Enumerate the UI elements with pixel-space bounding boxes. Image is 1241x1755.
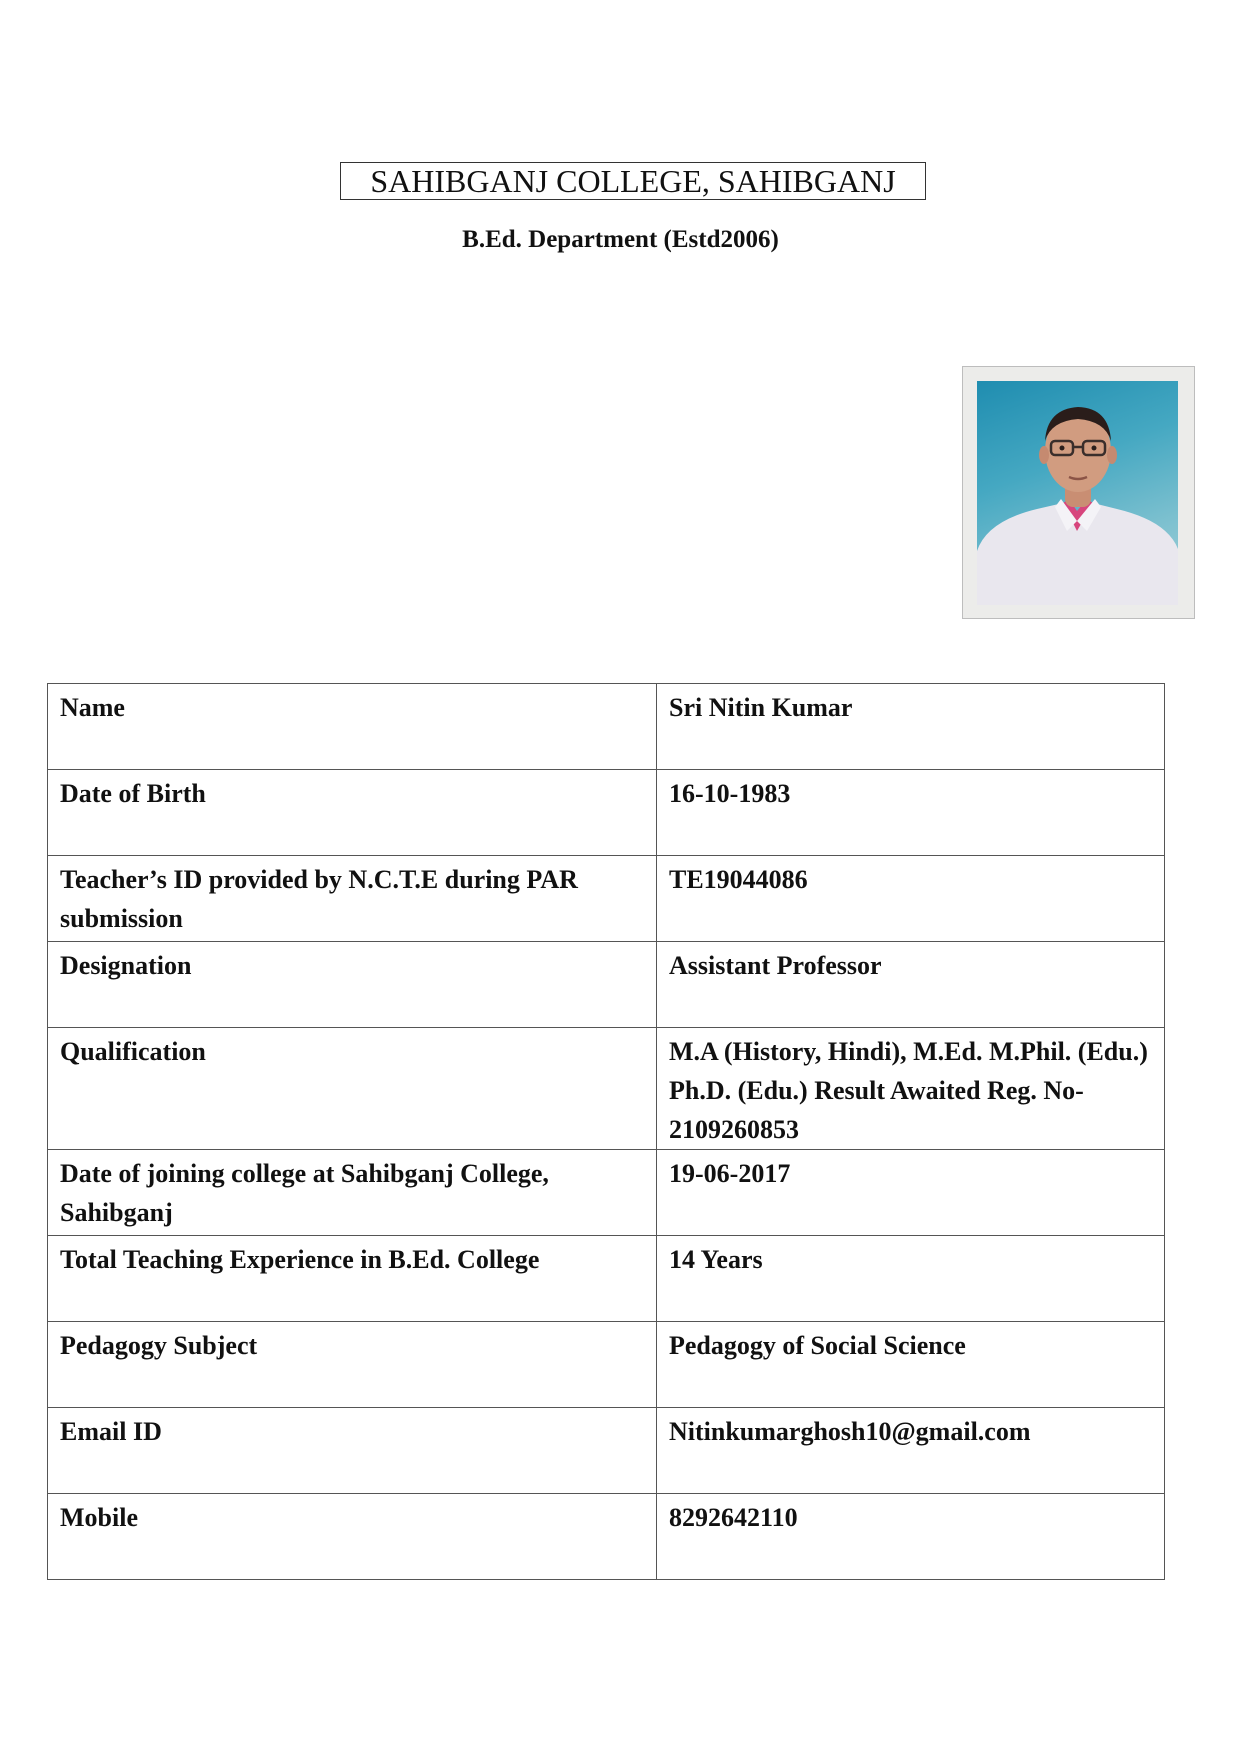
table-row	[48, 770, 1165, 856]
table-row	[48, 1494, 1165, 1580]
department-subtitle: B.Ed. Department (Estd2006)	[462, 226, 779, 253]
date-of-birth-value: 16-10-1983	[657, 770, 1165, 856]
mobile-value: 8292642110	[657, 1494, 1165, 1580]
mobile-label: Mobile	[48, 1494, 657, 1580]
designation-value: Assistant Professor	[657, 942, 1165, 1028]
designation-label: Designation	[48, 942, 657, 1028]
qualification-label: Qualification	[48, 1028, 657, 1150]
pedagogy-subject-label: Pedagogy Subject	[48, 1322, 657, 1408]
teaching-experience-label: Total Teaching Experience in B.Ed. College	[48, 1236, 657, 1322]
name-label: Name	[48, 684, 657, 770]
table-row	[48, 684, 1165, 770]
portrait-figure	[977, 381, 1178, 605]
table-row	[48, 1322, 1165, 1408]
teaching-experience-value: 14 Years	[657, 1236, 1165, 1322]
qualification-value: M.A (History, Hindi), M.Ed. M.Phil. (Edu.) Ph.D. (Edu.) Result Awaited Reg. No-2109260853	[657, 1028, 1165, 1150]
table-row	[48, 856, 1165, 942]
teacher-id-value: TE19044086	[657, 856, 1165, 942]
email-value: Nitinkumarghosh10@gmail.com	[657, 1408, 1165, 1494]
joining-date-value: 19-06-2017	[657, 1150, 1165, 1236]
table-row	[48, 1028, 1165, 1150]
date-of-birth-label: Date of Birth	[48, 770, 657, 856]
profile-photo	[962, 366, 1195, 619]
joining-date-label: Date of joining college at Sahibganj College, Sahibganj	[48, 1150, 657, 1236]
table-row	[48, 1150, 1165, 1236]
email-label: Email ID	[48, 1408, 657, 1494]
table-row	[48, 1236, 1165, 1322]
college-name: SAHIBGANJ COLLEGE, SAHIBGANJ	[340, 162, 926, 200]
profile-table	[47, 683, 1165, 1580]
pedagogy-subject-value: Pedagogy of Social Science	[657, 1322, 1165, 1408]
table-row	[48, 1408, 1165, 1494]
table-row	[48, 942, 1165, 1028]
name-value: Sri Nitin Kumar	[657, 684, 1165, 770]
teacher-id-label: Teacher’s ID provided by N.C.T.E during PAR submission	[48, 856, 657, 942]
